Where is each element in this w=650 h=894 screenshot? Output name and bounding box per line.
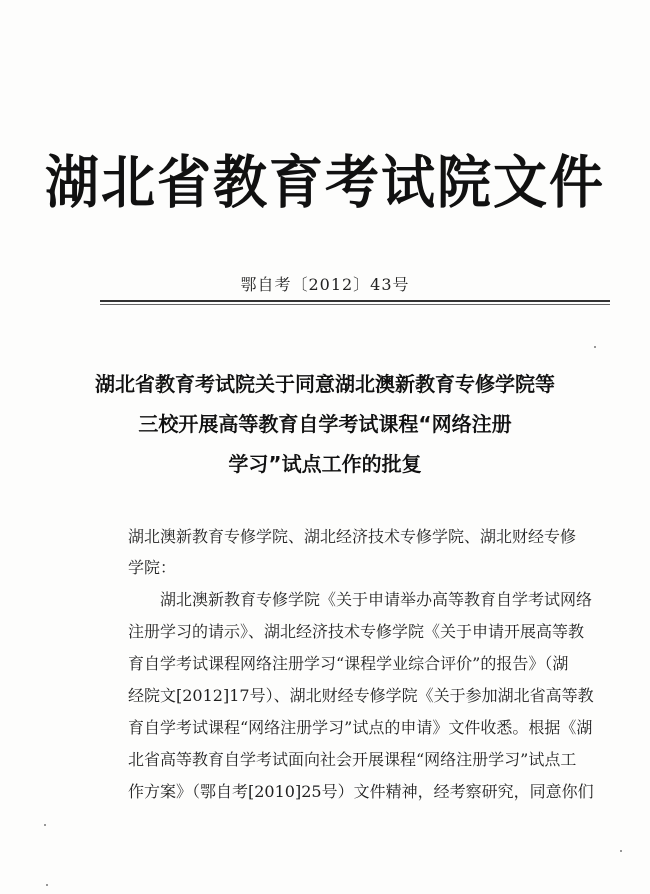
document-title-line-2: 三校开展高等教育自学考试课程“网络注册 [138,412,512,436]
body-paragraph-line: 育自学考试课程“网络注册学习”试点的申请》文件收悉。根据《湖 [128,718,593,737]
scan-speck [620,850,622,852]
document-title-line-3: 学习”试点工作的批复 [228,452,422,476]
body-paragraph-line: 作方案》（鄂自考[2010]25号）文件精神，经考察研究，同意你们 [128,782,594,801]
addressee-line-2: 学院： [128,558,177,577]
document-title-line-1: 湖北省教育考试院关于同意湖北澳新教育专修学院等 [95,372,555,396]
scan-speck [46,884,48,886]
body-paragraph-line: 北省高等教育自学考试面向社会开展课程“网络注册学习”试点工 [128,750,577,769]
document-number: 鄂自考〔2012〕43号 [240,275,410,294]
header-divider-thin [100,304,610,305]
body-paragraph-line: 育自学考试课程网络注册学习“课程学业综合评价”的报告》（湖 [128,654,569,673]
addressee-line-1: 湖北澳新教育专修学院、湖北经济技术专修学院、湖北财经专修 [128,527,577,546]
scan-speck [44,824,46,826]
body-paragraph-line: 经院文[2012]17号）、湖北财经专修学院《关于参加湖北省高等教 [128,686,594,705]
body-paragraph-line: 湖北澳新教育专修学院《关于申请举办高等教育自学考试网络 [160,590,593,609]
scan-speck [594,346,596,348]
header-divider [100,300,610,302]
body-paragraph-line: 注册学习的请示》、湖北经济技术专修学院《关于申请开展高等教 [128,622,585,641]
org-header-title: 湖北省教育考试院文件 [45,149,605,216]
